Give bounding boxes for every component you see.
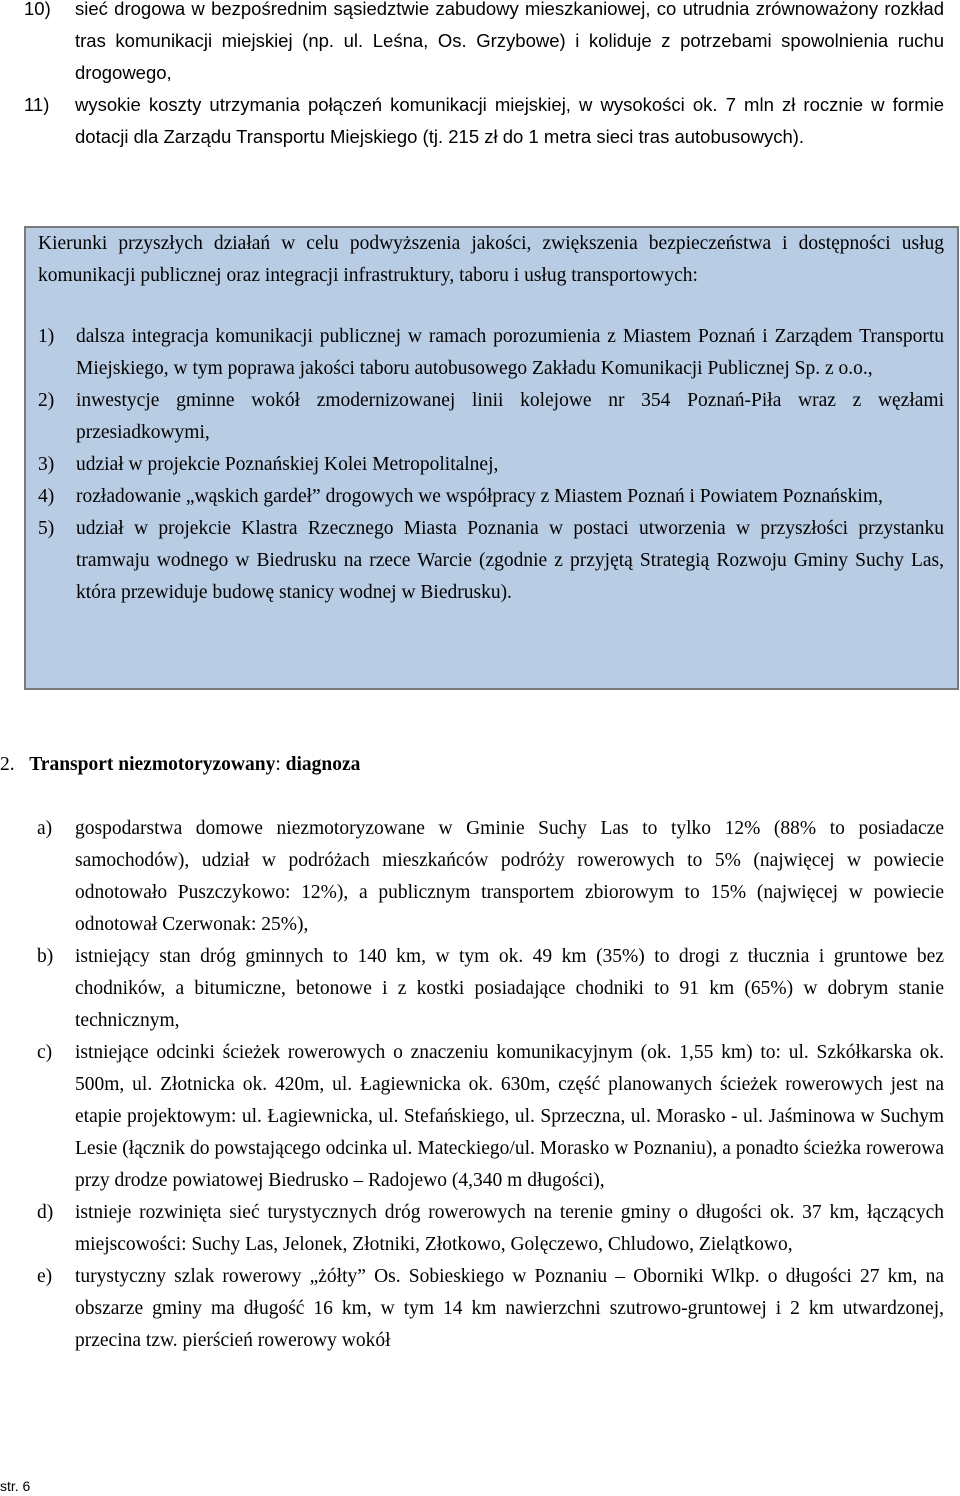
item-text: inwestycje gminne wokół zmodernizowanej linii kolejowe nr 354 Poznań-Piła wraz z węzłami przesiadkowymi, bbox=[76, 390, 944, 443]
list-item bbox=[37, 1261, 944, 1357]
item-number: 2) bbox=[38, 390, 55, 411]
list-item bbox=[38, 513, 944, 609]
item-letter: d) bbox=[37, 1202, 54, 1223]
item-text: udział w projekcie Klastra Rzecznego Miasta Poznania w postaci utworzenia w przyszłości przystanku tramwaju wodnego w Biedrusku na rzece Warcie (zgodnie z przyjętą Strategią Rozwoju Gminy Suchy Las, która przewiduje budowę stanicy wodnej w Biedrusku). bbox=[76, 518, 944, 603]
item-number: 5) bbox=[38, 518, 55, 539]
box-intro: Kierunki przyszłych działań w celu podwyższenia jakości, zwiększenia bezpieczeństwa i dostępności usług komunikacji publicznej oraz integracji infrastruktury, taboru i usług transportowych: bbox=[38, 233, 944, 286]
item-number: 3) bbox=[38, 454, 55, 475]
item-text: dalsza integracja komunikacji publicznej w ramach porozumienia z Miastem Poznań i Zarządem Transportu Miejskiego, w tym poprawa jakości taboru autobusowego Zakładu Komunikacji Publicznej Sp. z o.o., bbox=[76, 326, 944, 379]
item-text: udział w projekcie Poznańskiej Kolei Metropolitalnej, bbox=[76, 454, 499, 475]
page-number: str. 6 bbox=[0, 1478, 31, 1494]
section-separator: : bbox=[275, 754, 286, 775]
item-text: gospodarstwa domowe niezmotoryzowane w Gminie Suchy Las to tylko 12% (88% to posiadacze samochodów), udział w podróżach mieszkańców podróży rowerowych to 5% (najwięcej w powiecie odnotowało Puszczykowo: 12%), a publicznym transportem zbiorowym to 15% (najwięcej w powiecie odnotował Czerwonak: 25%), bbox=[75, 818, 944, 935]
section-title: Transport niezmotoryzowany bbox=[29, 754, 276, 775]
list-item bbox=[38, 385, 944, 449]
diagnosis-list bbox=[37, 813, 944, 1357]
item-letter: c) bbox=[37, 1042, 53, 1063]
list-item bbox=[38, 449, 944, 481]
item-letter: a) bbox=[37, 818, 53, 839]
list-item bbox=[38, 481, 944, 513]
item-number: 1) bbox=[38, 326, 55, 347]
section-number: 2. bbox=[0, 754, 15, 775]
directions-list bbox=[38, 321, 944, 609]
item-text: turystyczny szlak rowerowy „żółty” Os. Sobieskiego w Poznaniu – Oborniki Wlkp. o długości 27 km, na obszarze gminy ma długość 16 km, w tym 14 km nawierzchni szutrowo-gruntowej i 2 km utwardzonej, przecina tzw. pierścień rowerowy wokół bbox=[75, 1266, 944, 1351]
item-text: istniejące odcinki ścieżek rowerowych o znaczeniu komunikacyjnym (ok. 1,55 km) to: ul. Szkółkarska ok. 500m, ul. Złotnicka ok. 420m, ul. Łagiewnicka ok. 630m, część planowanych ścieżek rowerowych jest na etapie projektowym: ul. Łagiewnicka, ul. Stefańskiego, ul. Sprzeczna, ul. Morasko - ul. Jaśminowa w Suchym Lesie (łącznik do powstającego odcinka ul. Mateckiego/ul. Morasko w Poznaniu), a ponadto ścieżka rowerowa przy drodze powiatowej Biedrusko – Radojewo (4,340 m długości), bbox=[75, 1042, 944, 1191]
directions-box bbox=[24, 226, 959, 690]
list-item bbox=[37, 1037, 944, 1197]
continued-problem-list bbox=[24, 0, 944, 153]
list-item bbox=[24, 0, 944, 89]
list-item bbox=[24, 89, 944, 153]
list-item bbox=[37, 941, 944, 1037]
item-text: istnieje rozwinięta sieć turystycznych dróg rowerowych na terenie gminy o długości ok. 37 km, łączących miejscowości: Suchy Las, Jelonek, Złotniki, Złotkowo, Golęczewo, Chludowo, Zielątkowo, bbox=[75, 1202, 944, 1255]
list-item bbox=[38, 321, 944, 385]
item-text: sieć drogowa w bezpośrednim sąsiedztwie zabudowy mieszkaniowej, co utrudnia zrównoważony rozkład tras komunikacji miejskiej (np. ul. Leśna, Os. Grzybowe) i koliduje z potrzebami spowolnienia ruchu drogowego, bbox=[75, 0, 944, 83]
item-letter: b) bbox=[37, 946, 54, 967]
section-subtitle: diagnoza bbox=[285, 754, 361, 775]
item-number: 10) bbox=[24, 0, 51, 19]
item-number: 4) bbox=[38, 486, 55, 507]
item-text: istniejący stan dróg gminnych to 140 km, w tym ok. 49 km (35%) to drogi z tłucznia i gruntowe bez chodników, a bitumiczne, betonowe i z kostki posiadające chodniki to 91 km (65%) w dobrym stanie technicznym, bbox=[75, 946, 944, 1031]
item-letter: e) bbox=[37, 1266, 53, 1287]
item-number: 11) bbox=[24, 94, 50, 115]
list-item bbox=[37, 1197, 944, 1261]
item-text: rozładowanie „wąskich gardeł” drogowych we współpracy z Miastem Poznań i Powiatem Poznańskim, bbox=[76, 486, 883, 507]
list-item bbox=[37, 813, 944, 941]
item-text: wysokie koszty utrzymania połączeń komunikacji miejskiej, w wysokości ok. 7 mln zł rocznie w formie dotacji dla Zarządu Transportu Miejskiego (tj. 215 zł do 1 metra sieci tras autobusowych). bbox=[75, 94, 944, 147]
section-heading bbox=[0, 749, 360, 781]
